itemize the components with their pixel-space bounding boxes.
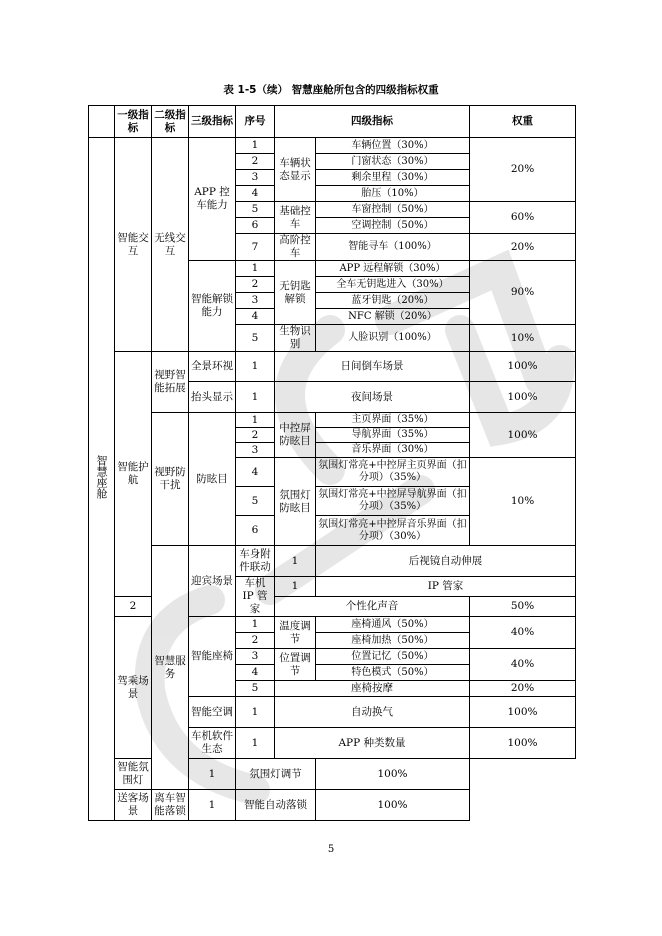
seq-cell: 7 <box>236 234 275 261</box>
seq-cell: 1 <box>236 352 275 382</box>
weight-cell: 10% <box>470 458 576 546</box>
header-level0 <box>89 106 115 138</box>
header-weight: 权重 <box>470 106 576 138</box>
item-cell: 座椅通风（50%） <box>316 617 470 633</box>
header-level1: 一级指标 <box>115 106 152 138</box>
seq-cell: 6 <box>236 516 275 546</box>
item-cell: 人脸识别（100%） <box>316 325 470 352</box>
item-cell: 剩余里程（30%） <box>316 170 470 186</box>
seq-cell: 2 <box>115 597 152 617</box>
item-cell: IP 管家 <box>316 577 576 597</box>
item-cell: 自动换气 <box>275 697 470 728</box>
item-cell: 氛围灯调节 <box>236 759 316 790</box>
header-level3: 三级指标 <box>189 106 236 138</box>
item-cell: 空调控制（50%） <box>316 218 470 234</box>
l3-cell: 车机软件生态 <box>189 728 236 759</box>
item-cell: 车窗控制（50%） <box>316 202 470 218</box>
group-cell: 无钥匙解锁 <box>275 261 316 325</box>
item-cell: 位置记忆（50%） <box>316 649 470 665</box>
l1-cell: 智能交互 <box>115 138 152 352</box>
weight-cell: 100% <box>470 413 576 458</box>
item-cell: 车辆位置（30%） <box>316 138 470 154</box>
seq-cell: 3 <box>236 649 275 665</box>
item-cell: 主页界面（35%） <box>316 413 470 428</box>
weight-cell: 100% <box>470 697 576 728</box>
weight-cell: 10% <box>470 325 576 352</box>
page-number: 5 <box>327 844 335 855</box>
item-cell: 音乐界面（30%） <box>316 443 470 458</box>
item-cell: NFC 解锁（20%） <box>316 309 470 325</box>
header-seq: 序号 <box>236 106 275 138</box>
item-cell: 特色模式（50%） <box>316 665 470 681</box>
l3-cell: 车机 IP 管家 <box>236 577 275 617</box>
item-cell: 氛围灯常亮+中控屏主页界面（扣分项）（35%） <box>316 458 470 487</box>
seq-cell: 5 <box>236 681 275 697</box>
item-cell: 座椅按摩 <box>275 681 470 697</box>
item-cell: 氛围灯常亮+中控屏导航界面（扣分项）（35%） <box>316 487 470 516</box>
seq-cell: 1 <box>236 138 275 154</box>
table-row <box>89 138 576 154</box>
seq-cell: 2 <box>236 633 275 649</box>
item-cell: 蓝牙钥匙（20%） <box>316 293 470 309</box>
group-cell: 温度调节 <box>275 617 316 649</box>
table-row <box>89 352 576 382</box>
weight-cell: 20% <box>470 681 576 697</box>
item-cell: 座椅加热（50%） <box>316 633 470 649</box>
seq-cell: 1 <box>275 546 316 577</box>
table-row <box>89 790 576 821</box>
weight-cell: 90% <box>470 261 576 325</box>
item-cell: 胎压（10%） <box>316 186 470 202</box>
group-cell: 中控屏防眩目 <box>275 413 316 458</box>
l3-cell: 全景环视 <box>189 352 236 382</box>
group-cell: 车辆状态显示 <box>275 138 316 202</box>
seq-cell: 4 <box>236 665 275 681</box>
l3-cell: 智能氛围灯 <box>115 759 152 790</box>
l3-cell: 车身附件联动 <box>236 546 275 577</box>
item-cell: 氛围灯常亮+中控屏音乐界面（扣分项）（30%） <box>316 516 470 546</box>
group-cell: 基础控车 <box>275 202 316 234</box>
seq-cell: 3 <box>236 293 275 309</box>
item-cell: 全车无钥匙进入（30%） <box>316 277 470 293</box>
l3-cell: 抬头显示 <box>189 382 236 413</box>
item-cell: APP 种类数量 <box>275 728 470 759</box>
group-cell: 高阶控车 <box>275 234 316 261</box>
item-cell: 门窗状态（30%） <box>316 154 470 170</box>
weight-cell: 60% <box>470 202 576 234</box>
weight-cell: 40% <box>470 617 576 649</box>
seq-cell: 1 <box>236 728 275 759</box>
item-cell: APP 远程解锁（30%） <box>316 261 470 277</box>
seq-cell: 1 <box>275 577 316 597</box>
weight-cell: 40% <box>470 649 576 681</box>
l3-cell: 智能座椅 <box>189 617 236 697</box>
seq-cell: 1 <box>236 382 275 413</box>
seq-cell: 6 <box>236 218 275 234</box>
l1-cell: 智慧服务 <box>152 546 189 790</box>
weight-cell: 20% <box>470 234 576 261</box>
seq-cell: 3 <box>236 170 275 186</box>
table-caption: 表 1-5（续） 智慧座舱所包含的四级指标权重 <box>223 84 439 96</box>
weight-cell: 100% <box>470 352 576 382</box>
item-cell: 导航界面（35%） <box>316 428 470 443</box>
group-cell: 生物识别 <box>275 325 316 352</box>
header-level2: 二级指标 <box>152 106 189 138</box>
item-cell: 夜间场景 <box>275 382 470 413</box>
l2-cell: 驾乘场景 <box>115 617 152 759</box>
l1-cell: 智能护航 <box>115 352 152 597</box>
seq-cell: 5 <box>236 325 275 352</box>
seq-cell: 2 <box>236 428 275 443</box>
item-cell: 智能寻车（100%） <box>316 234 470 261</box>
weight-cell: 100% <box>316 790 470 821</box>
l2-cell: 视野智能拓展 <box>152 352 189 413</box>
l2-cell: 无线交互 <box>152 138 189 352</box>
root-cell: 智慧座舱 <box>89 138 115 821</box>
header-level4: 四级指标 <box>275 106 470 138</box>
item-cell: 智能自动落锁 <box>236 790 316 821</box>
seq-cell: 1 <box>236 413 275 428</box>
seq-cell: 4 <box>236 186 275 202</box>
seq-cell: 4 <box>236 309 275 325</box>
seq-cell: 1 <box>236 261 275 277</box>
seq-cell: 5 <box>236 487 275 516</box>
l2-cell: 送客场景 <box>115 790 152 821</box>
table-row <box>89 413 576 428</box>
weight-cell: 100% <box>316 759 470 790</box>
seq-cell: 1 <box>189 759 236 790</box>
group-cell: 氛围灯防眩目 <box>275 458 316 546</box>
l3-cell: 智能空调 <box>189 697 236 728</box>
table-row <box>89 546 576 577</box>
weight-cell: 50% <box>470 597 576 617</box>
seq-cell: 1 <box>236 617 275 633</box>
seq-cell: 1 <box>189 790 236 821</box>
item-cell: 个性化声音 <box>275 597 470 617</box>
l2-cell: 迎宾场景 <box>189 546 236 617</box>
seq-cell: 5 <box>236 202 275 218</box>
item-cell: 日间倒车场景 <box>275 352 470 382</box>
l3-cell: APP 控车能力 <box>189 138 236 261</box>
l3-cell: 智能解锁能力 <box>189 261 236 352</box>
seq-cell: 4 <box>236 458 275 487</box>
weight-table <box>88 105 576 821</box>
seq-cell: 3 <box>236 443 275 458</box>
weight-cell: 100% <box>470 728 576 759</box>
header-row <box>89 106 576 138</box>
l3-cell: 防眩目 <box>189 413 236 546</box>
l3-cell: 离车智能落锁 <box>152 790 189 821</box>
seq-cell: 1 <box>236 697 275 728</box>
seq-cell: 2 <box>236 277 275 293</box>
weight-cell: 20% <box>470 138 576 202</box>
seq-cell: 2 <box>236 154 275 170</box>
weight-cell: 100% <box>470 382 576 413</box>
group-cell: 位置调节 <box>275 649 316 681</box>
item-cell: 后视镜自动伸展 <box>316 546 576 577</box>
l2-cell: 视野防干扰 <box>152 413 189 546</box>
